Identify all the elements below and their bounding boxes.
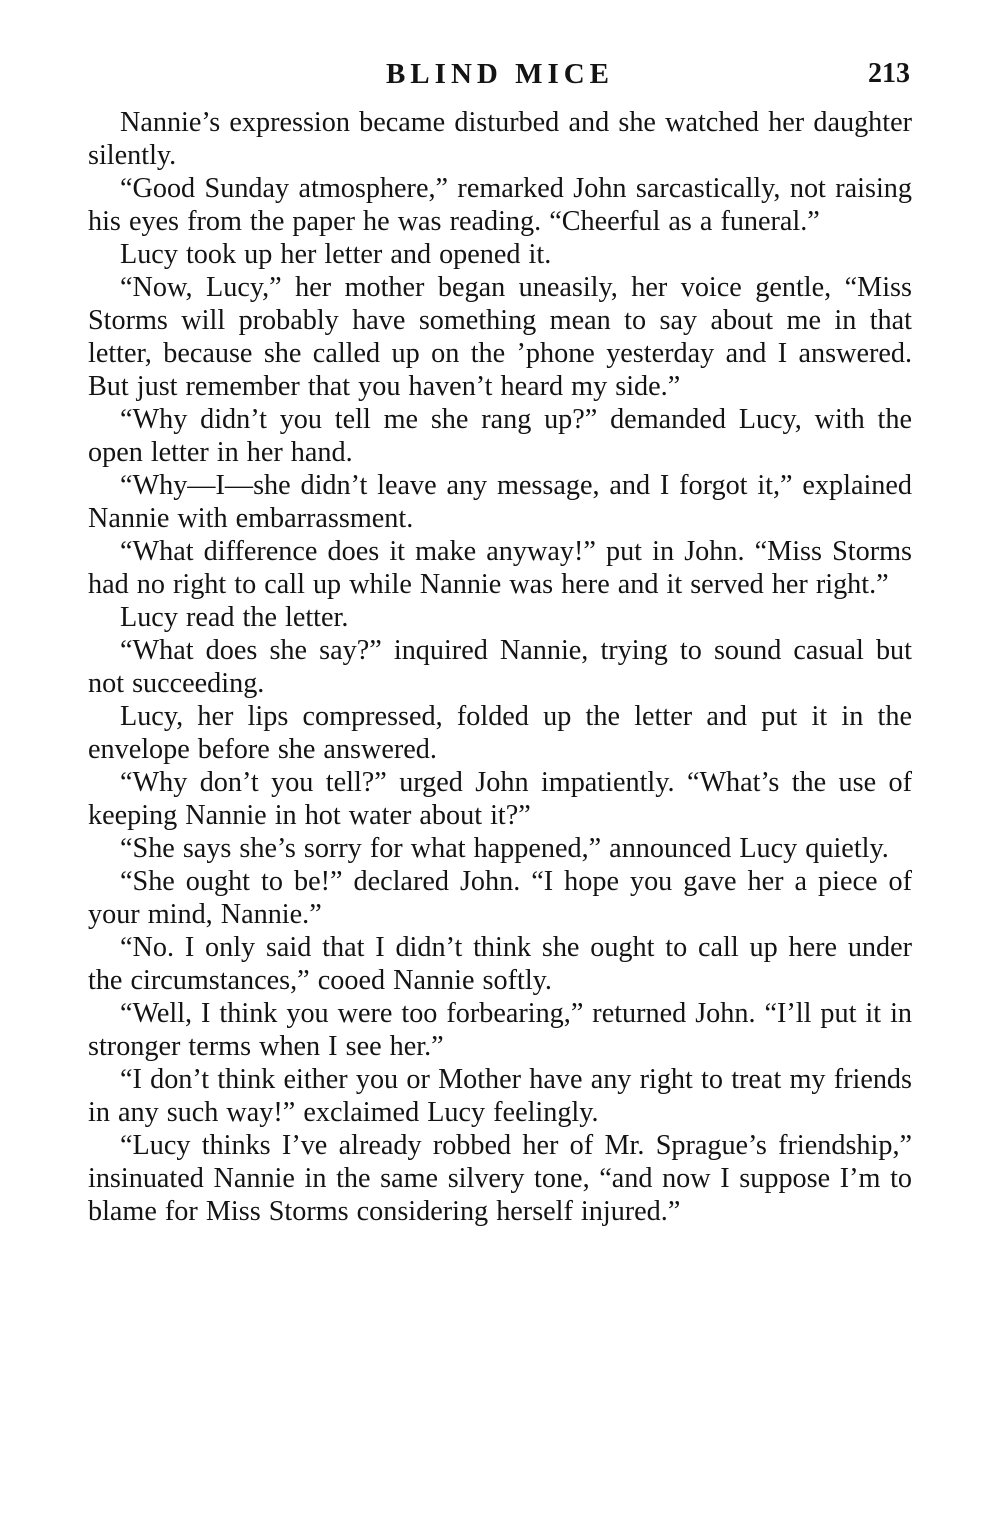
paragraph-3: Lucy took up her letter and opened it. (120, 239, 552, 270)
running-header (88, 56, 912, 100)
body-text (88, 106, 912, 1228)
paragraph-2: “Good Sunday atmosphere,” remarked John sarcastically, not raising his eyes from the paper he was reading. “Cheerful as a funeral.” (88, 173, 912, 237)
paragraph-5: “Why didn’t you tell me she rang up?” demanded Lucy, with the open letter in her hand. (88, 404, 912, 468)
paragraph-13: “She ought to be!” declared John. “I hope you gave her a piece of your mind, Nannie.” (88, 866, 912, 930)
paragraph-14: “No. I only said that I didn’t think she ought to call up here under the circumstances,” cooed Nannie softly. (88, 932, 912, 996)
page-number: 213 (868, 58, 910, 89)
paragraph-1: Nannie’s expression became disturbed and she watched her daughter silently. (88, 107, 912, 171)
paragraph-4: “Now, Lucy,” her mother began uneasily, her voice gentle, “Miss Storms will probably have something mean to say about me in that letter, because she called up on the ’phone yesterday and I answered. But just remember that you haven’t heard my side.” (88, 272, 912, 402)
paragraph-17: “Lucy thinks I’ve already robbed her of Mr. Sprague’s friendship,” insinuated Nannie in the same silvery tone, “and now I suppose I’m to blame for Miss Storms considering herself injured.” (88, 1130, 912, 1227)
paragraph-8: Lucy read the letter. (120, 602, 349, 633)
paragraph-16: “I don’t think either you or Mother have any right to treat my friends in any such way!” exclaimed Lucy feelingly. (88, 1064, 912, 1128)
paragraph-11: “Why don’t you tell?” urged John impatiently. “What’s the use of keeping Nannie in hot water about it?” (88, 767, 912, 831)
paragraph-6: “Why—I—she didn’t leave any message, and I forgot it,” explained Nannie with embarrassment. (88, 470, 912, 534)
running-title: BLIND MICE (385, 58, 615, 90)
paragraph-12: “She says she’s sorry for what happened,” announced Lucy quietly. (120, 833, 889, 864)
book-page (88, 56, 912, 1228)
paragraph-9: “What does she say?” inquired Nannie, trying to sound casual but not succeeding. (88, 635, 912, 699)
paragraph-15: “Well, I think you were too forbearing,” returned John. “I’ll put it in stronger terms when I see her.” (88, 998, 912, 1062)
paragraph-10: Lucy, her lips compressed, folded up the letter and put it in the envelope before she answered. (88, 701, 912, 765)
paragraph-7: “What difference does it make anyway!” put in John. “Miss Storms had no right to call up while Nannie was here and it served her right.” (88, 536, 912, 600)
